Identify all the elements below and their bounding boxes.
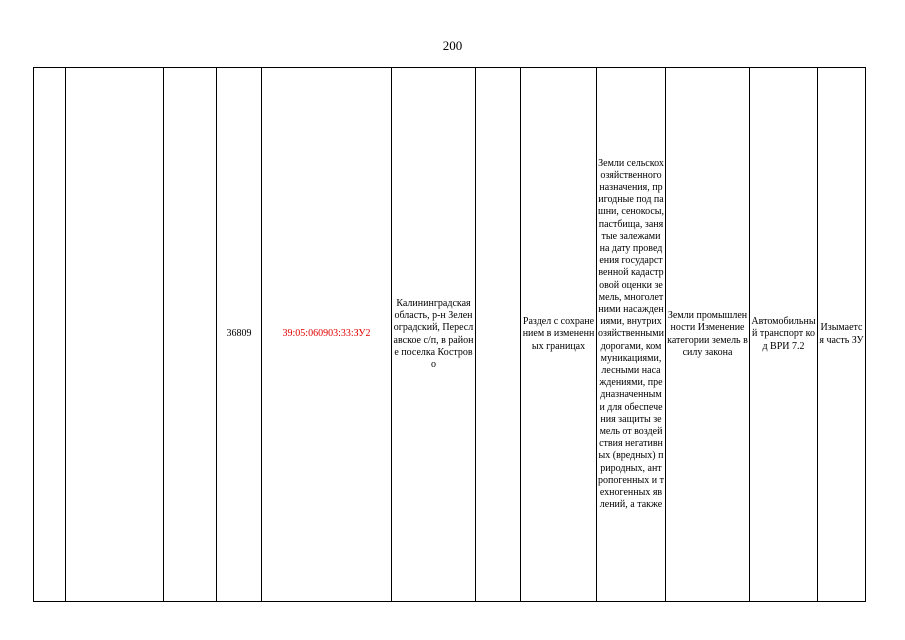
address-cell: Калининградская область, р-н Зеленоградский, Переславское с/п, в районе поселка Кострово — [392, 68, 476, 602]
empty-cell — [66, 68, 164, 602]
empty-cell — [476, 68, 521, 602]
empty-cell — [34, 68, 66, 602]
section-cell: Раздел с сохранением в измененных границах — [521, 68, 597, 602]
row-number-cell: 36809 — [217, 68, 262, 602]
new-category-cell: Земли промышленности Изменение категории земель в силу закона — [666, 68, 750, 602]
permitted-use-cell: Автомобильный транспорт код ВРИ 7.2 — [750, 68, 818, 602]
registry-table — [33, 67, 866, 602]
current-category-cell: Земли сельскохозяйственного назначения, пригодные под пашни, сенокосы, пастбища, занятые залежами на дату проведения государственной кадастровой оценки земель, многолетними насаждениями, внутрихозяйственными дорогами, коммуникациями, лесными насаждениями, предназначенными для обеспечения защиты земель от воздействия негативных (вредных) природных, антропогенных и техногенных явлений, а также — [597, 68, 666, 602]
page-number: 200 — [442, 38, 463, 53]
empty-cell — [164, 68, 217, 602]
table-row — [34, 68, 866, 602]
cadastral-number-cell: 39:05:060903:33:ЗУ2 — [262, 68, 392, 602]
status-cell: Изымается часть ЗУ — [818, 68, 866, 602]
